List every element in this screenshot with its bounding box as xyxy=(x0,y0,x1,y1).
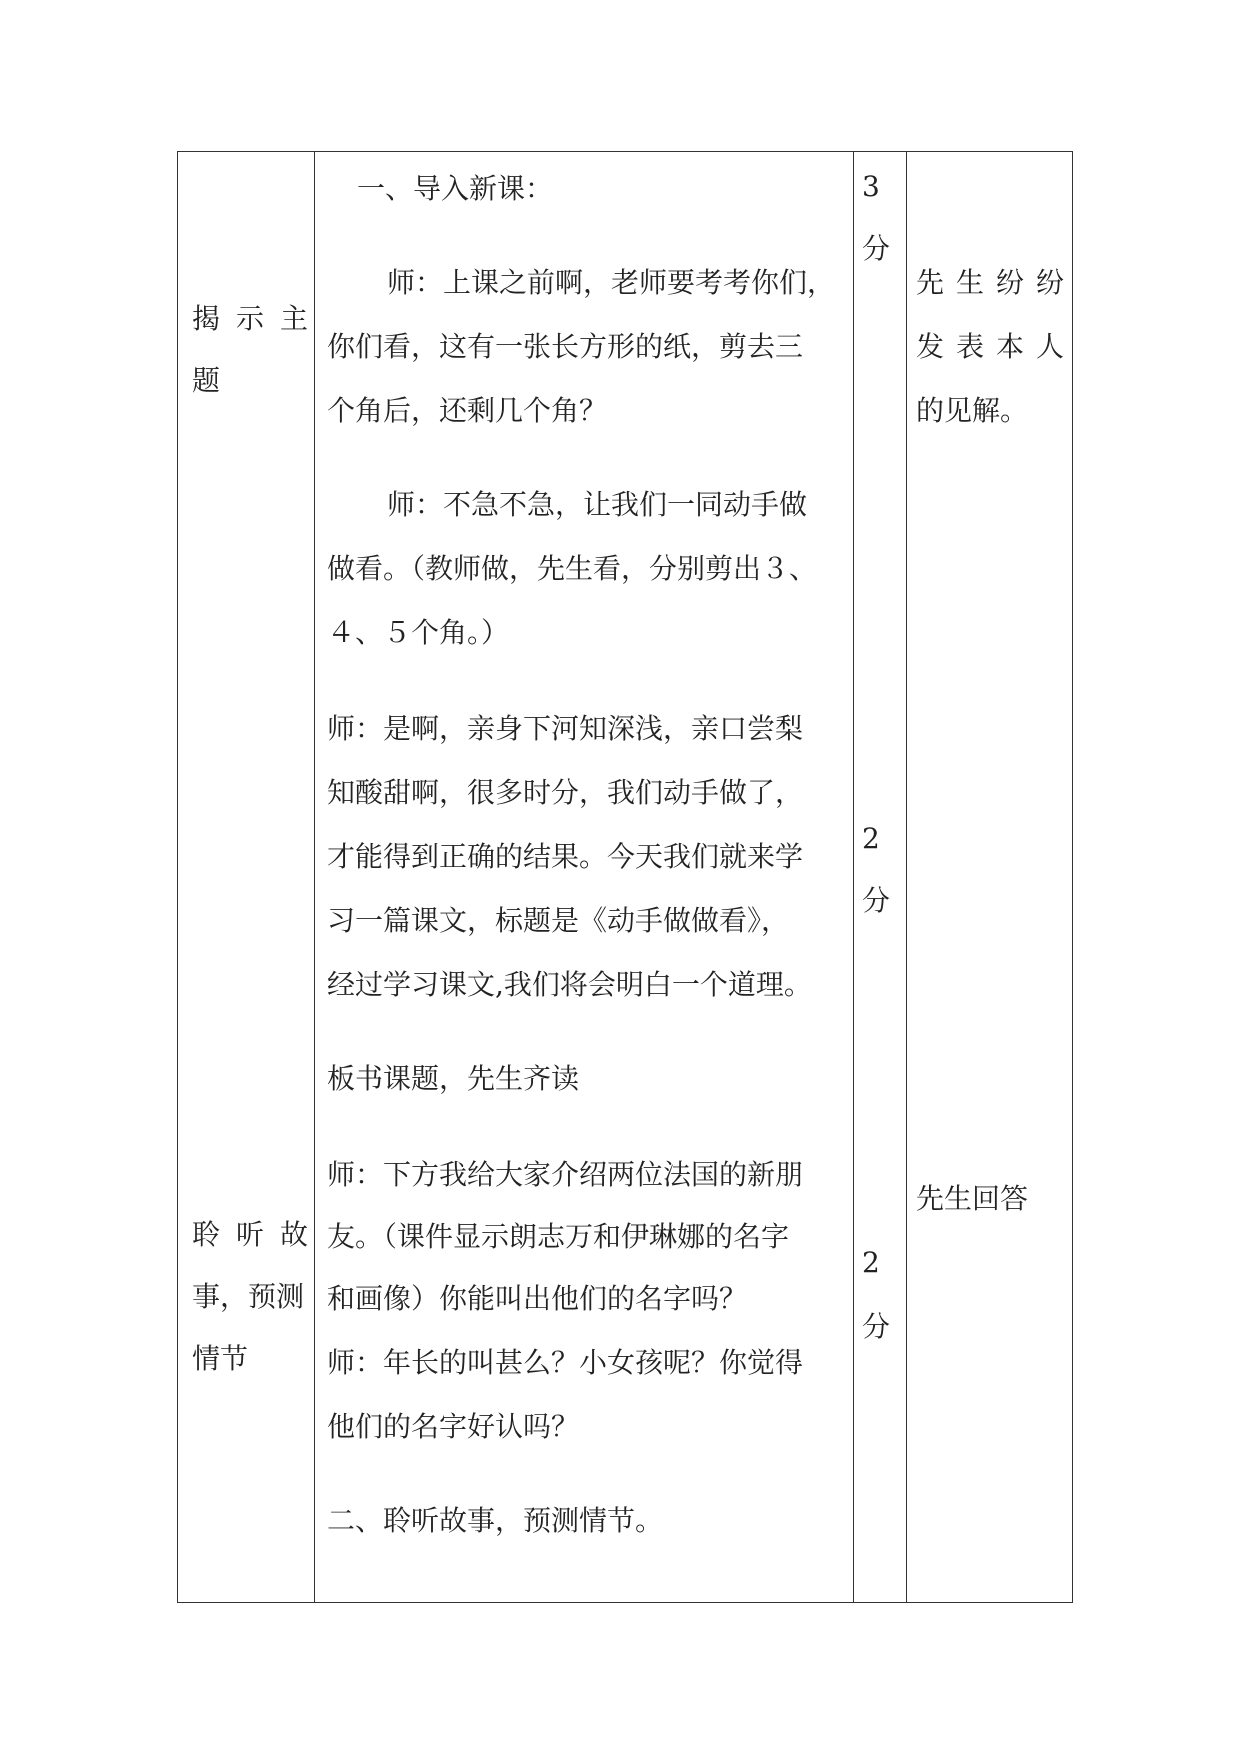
time-number: 3 xyxy=(862,170,880,203)
content-line: 知酸甜啊，很多时分，我们动手做了， xyxy=(327,776,804,809)
content-line: 和画像）你能叫出他们的名字吗？ xyxy=(327,1282,748,1315)
content-line: 师：上课之前啊，老师要考考你们， xyxy=(387,266,836,299)
content-line: 板书课题，先生齐读 xyxy=(327,1062,580,1095)
time-number: 2 xyxy=(862,822,880,855)
stage-label: 事，预测 xyxy=(192,1280,305,1313)
content-line: 做看。（教师做，先生看，分别剪出３、 xyxy=(327,552,818,585)
content-line: 师：不急不急，让我们一同动手做 xyxy=(387,488,808,521)
content-line: ４、５个角。） xyxy=(327,616,510,649)
content-line: 一、导入新课： xyxy=(357,172,554,205)
student-activity-line: 发表本人 xyxy=(916,330,1077,363)
content-line: 习一篇课文，标题是《动手做做看》， xyxy=(327,904,790,937)
content-line: 师：下方我给大家介绍两位法国的新朋 xyxy=(327,1158,804,1191)
stage-label: 揭示主 xyxy=(192,302,325,335)
lesson-table xyxy=(177,151,1073,1603)
content-line: 个角后，还剩几个角？ xyxy=(327,394,608,427)
content-line: 你们看，这有一张长方形的纸，剪去三 xyxy=(327,330,804,363)
stage-label: 聆听故 xyxy=(192,1218,325,1251)
content-line: 他们的名字好认吗？ xyxy=(327,1410,580,1443)
content-line: 师：是啊，亲身下河知深浅，亲口尝梨 xyxy=(327,712,804,745)
student-activity-line: 先生回答 xyxy=(916,1182,1029,1215)
content-line: 师：年长的叫甚么？小女孩呢？你觉得 xyxy=(327,1346,804,1379)
stage-label: 题 xyxy=(192,364,221,397)
time-unit: 分 xyxy=(862,884,891,917)
column-divider xyxy=(314,152,315,1602)
content-line: 经过学习课文,我们将会明白一个道理。 xyxy=(327,968,812,1001)
stage-label: 情节 xyxy=(192,1342,249,1375)
content-line: 二、聆听故事，预测情节。 xyxy=(327,1504,664,1537)
time-unit: 分 xyxy=(862,1310,891,1343)
time-number: 2 xyxy=(862,1246,880,1279)
student-activity-line: 的见解。 xyxy=(916,394,1029,427)
content-line: 才能得到正确的结果。今天我们就来学 xyxy=(327,840,804,873)
student-activity-line: 先生纷纷 xyxy=(916,266,1077,299)
column-divider xyxy=(853,152,854,1602)
column-divider xyxy=(906,152,907,1602)
time-unit: 分 xyxy=(862,232,891,265)
content-line: 友。（课件显示朗志万和伊琳娜的名字 xyxy=(327,1220,790,1253)
